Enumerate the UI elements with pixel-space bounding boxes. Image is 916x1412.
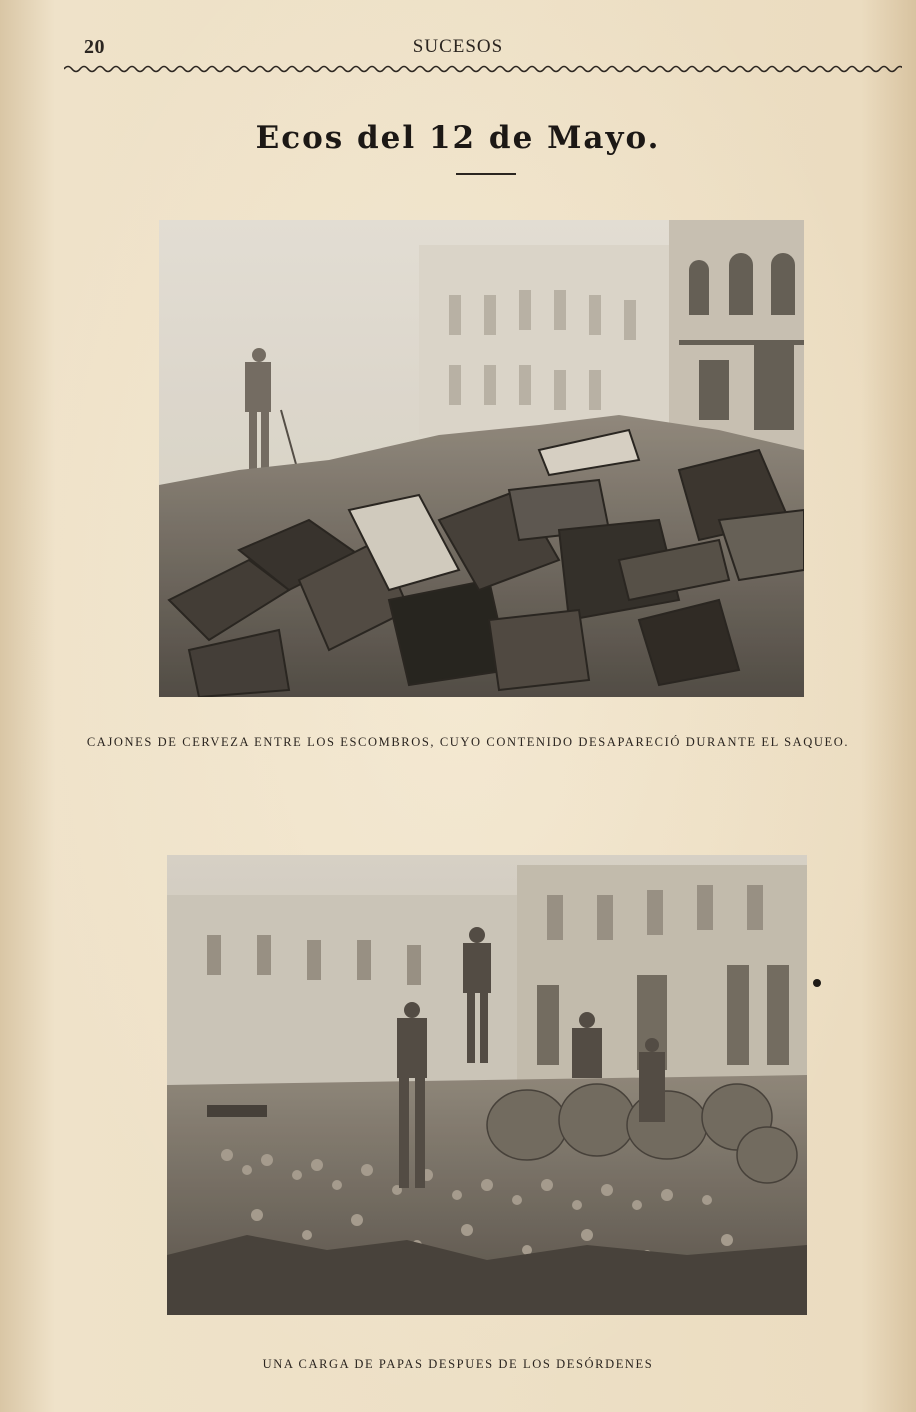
running-head: SUCESOS <box>412 36 504 57</box>
photo-2-caption: UNA CARGA DE PAPAS DESPUES DE LOS DESÓRDENES <box>262 1357 654 1371</box>
page-number: 20 <box>84 36 105 58</box>
photo-beer-crates-rubble <box>159 220 804 697</box>
title-underline <box>456 173 516 175</box>
decorative-wavy-rule <box>64 63 902 75</box>
article-title: Ecos del 12 de Mayo. <box>255 120 661 156</box>
photo-potato-cargo <box>167 855 807 1315</box>
ink-speck <box>813 979 821 987</box>
photo-1-caption: CAJONES DE CERVEZA ENTRE LOS ESCOMBROS, CUYO CONTENIDO DESAPARECIÓ DURANTE EL SAQUEO. <box>86 735 850 749</box>
